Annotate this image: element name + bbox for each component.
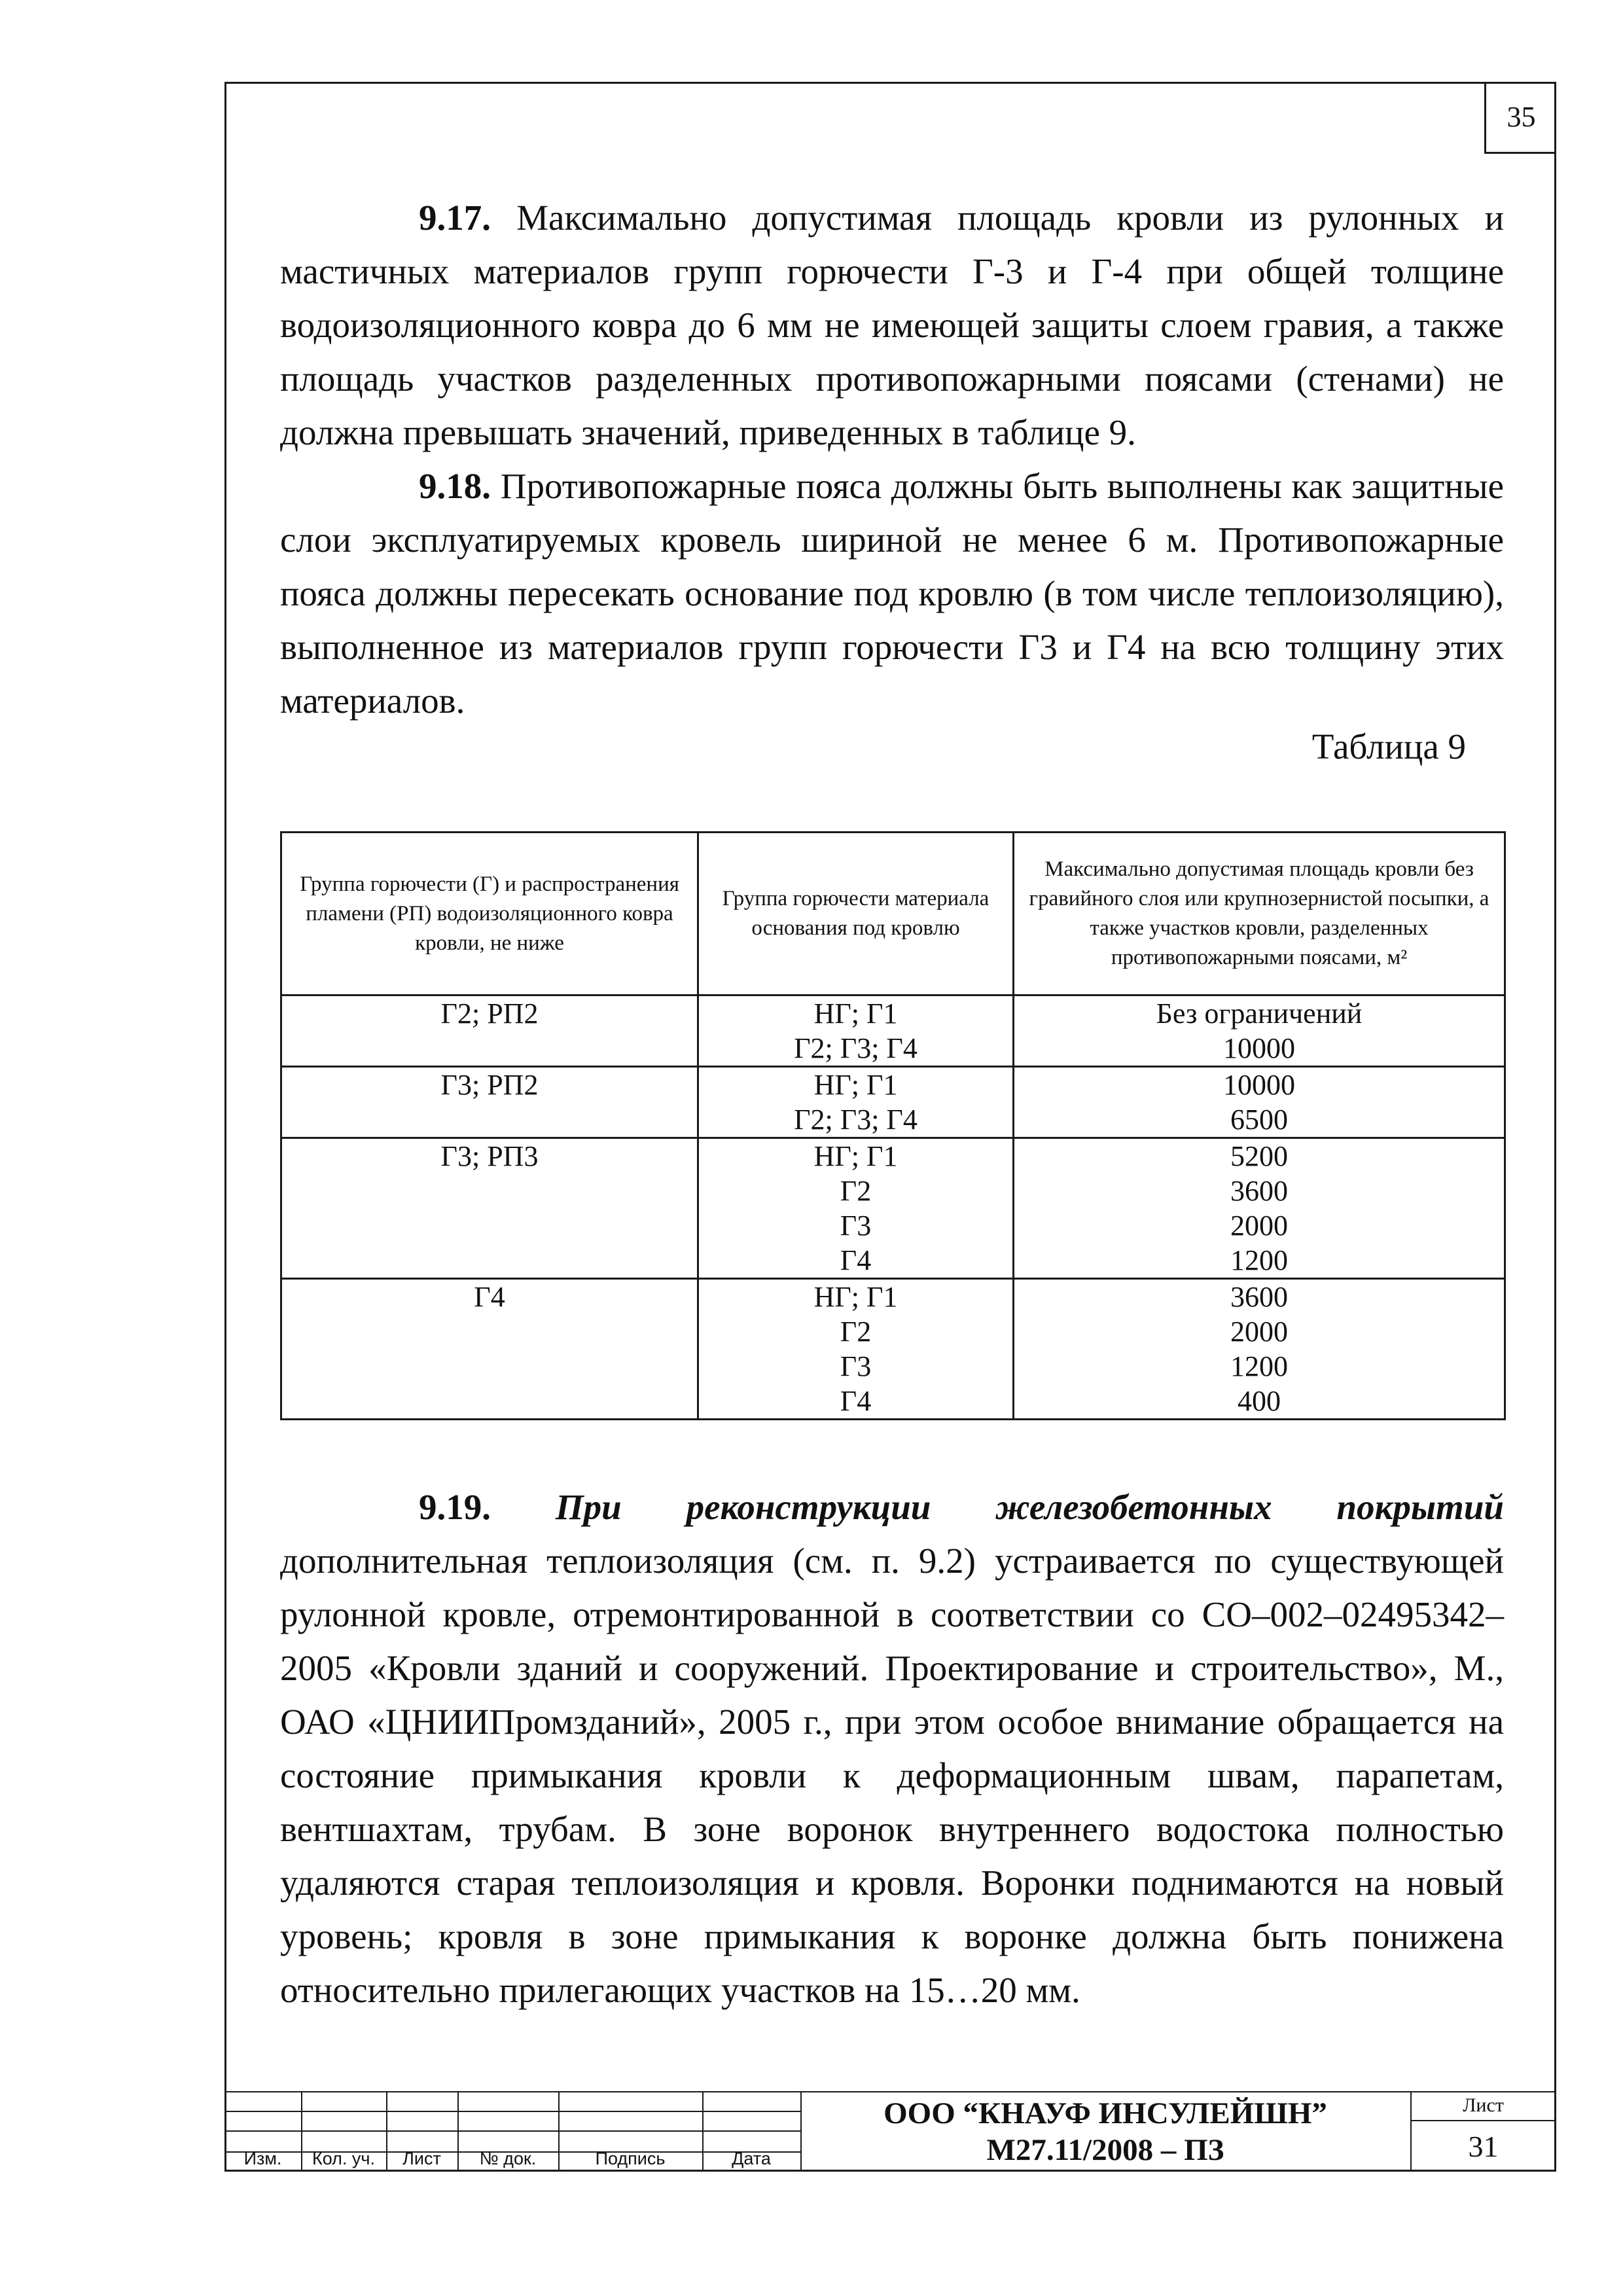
header-cell: Максимально допустимая площадь кровли без гравийного слоя или крупнозернистой посыпки, а также участков кровли, разделенных противопожарными поясами, м² — [1014, 833, 1505, 996]
base-group-cell: НГ; Г1 — [698, 1279, 1014, 1315]
paragraph-text: Противопожарные пояса должны быть выполнены как защитные слои эксплуатируемых кровель шириной не менее 6 м. Противопожарные пояса должны пересекать основание под кровлю (в том числе теплоизоляцию), выполненное из материалов групп горючести Г3 и Г4 на всю толщину этих материалов. — [280, 466, 1504, 721]
max-area-cell: 6500 — [1014, 1102, 1505, 1138]
max-area-cell: 10000 — [1014, 1067, 1505, 1103]
stamp-label-sheet: Лист — [402, 2149, 441, 2168]
paragraph-9-18 — [280, 459, 1504, 728]
table-header-row — [281, 833, 1505, 996]
organization-block — [800, 2091, 1410, 2172]
table-row — [281, 996, 1505, 1031]
stamp-label-change: Изм. — [243, 2149, 282, 2168]
max-area-cell: 1200 — [1014, 1349, 1505, 1384]
base-group-cell: Г2 — [698, 1314, 1014, 1349]
paragraph-9-19 — [280, 1480, 1504, 2017]
group-class-cell: Г2; РП2 — [281, 996, 698, 1067]
base-group-cell: Г4 — [698, 1384, 1014, 1420]
group-class-cell: Г3; РП2 — [281, 1067, 698, 1138]
base-group-cell: Г3 — [698, 1208, 1014, 1243]
title-block-line — [224, 2111, 800, 2112]
table-row — [281, 1279, 1505, 1315]
max-area-cell: 5200 — [1014, 1138, 1505, 1174]
title-block-line — [224, 2091, 800, 2092]
paragraph-text: Максимально допустимая площадь кровли из рулонных и мастичных материалов групп горючести Г-3 и Г-4 при общей толщине водоизоляционного ковра до 6 мм не имеющей защиты слоем гравия, а также площадь участков разделенных противопожарными поясами (стенами) не должна превышать значений, приведенных в таблице 9. — [280, 198, 1505, 452]
table-9 — [280, 831, 1506, 1420]
page-number: 35 — [1484, 82, 1556, 154]
max-area-cell: 3600 — [1014, 1174, 1505, 1208]
paragraph-emphasis: При реконструкции железобетонных покрытий — [555, 1487, 1504, 1527]
base-group-cell: Г2; Г3; Г4 — [698, 1031, 1014, 1067]
paragraph-text: дополнительная теплоизоляция (см. п. 9.2) устраивается по существующей рулонной кровле, отремонтированной в соответствии со СО–002–02495342–2005 «Кровли зданий и сооружений. Проектирование и строительство», М., ОАО «ЦНИИПромзданий», 2005 г., при этом особое внимание обращается на состояние примыкания кровли к деформационным швам, парапетам, вентшахтам, трубам. В зоне воронок внутреннего водостока полностью удаляются старая теплоизоляция и кровля. Воронки поднимаются на новый уровень; кровля в зоне примыкания к воронке должна быть понижена относительно прилегающих участков на 15…20 мм. — [280, 1541, 1504, 2010]
table-row — [281, 1067, 1505, 1103]
base-group-cell: Г2 — [698, 1174, 1014, 1208]
paragraph-9-17 — [280, 191, 1504, 459]
sheet-label: Лист — [1463, 2094, 1504, 2116]
group-class-cell: Г3; РП3 — [281, 1138, 698, 1279]
header-cell: Группа горючести (Г) и распространения пламени (РП) водоизоляционного ковра кровли, не ниже — [281, 833, 698, 996]
max-area-cell: 3600 — [1014, 1279, 1505, 1315]
title-block-line — [224, 2130, 800, 2132]
max-area-cell: 10000 — [1014, 1031, 1505, 1067]
base-group-cell: Г2; Г3; Г4 — [698, 1102, 1014, 1138]
base-group-cell: НГ; Г1 — [698, 1138, 1014, 1174]
stamp-label-qty: Кол. уч. — [312, 2149, 375, 2168]
header-cell: Группа горючести материала основания под кровлю — [698, 833, 1014, 996]
paragraph-number: 9.19. — [419, 1487, 491, 1527]
title-block — [224, 2091, 1556, 2172]
base-group-cell: Г4 — [698, 1243, 1014, 1279]
organization-name: ООО “КНАУФ ИНСУЛЕЙШН” — [883, 2096, 1327, 2130]
paragraph-number: 9.18. — [419, 466, 491, 506]
table-caption: Таблица 9 — [1311, 726, 1466, 766]
max-area-cell: 2000 — [1014, 1208, 1505, 1243]
stamp-label-signature: Подпись — [595, 2149, 666, 2168]
base-group-cell: НГ; Г1 — [698, 1067, 1014, 1103]
max-area-cell: Без ограничений — [1014, 996, 1505, 1031]
sheet-number: 31 — [1468, 2130, 1499, 2163]
stamp-label-doc-no: № док. — [479, 2149, 537, 2168]
max-area-cell: 400 — [1014, 1384, 1505, 1420]
base-group-cell: НГ; Г1 — [698, 996, 1014, 1031]
max-area-cell: 2000 — [1014, 1314, 1505, 1349]
table-row — [281, 1138, 1505, 1174]
max-area-cell: 1200 — [1014, 1243, 1505, 1279]
group-class-cell: Г4 — [281, 1279, 698, 1420]
base-group-cell: Г3 — [698, 1349, 1014, 1384]
document-code: М27.11/2008 – ПЗ — [986, 2132, 1224, 2167]
stamp-label-date: Дата — [732, 2149, 771, 2168]
paragraph-number: 9.17. — [419, 198, 491, 238]
